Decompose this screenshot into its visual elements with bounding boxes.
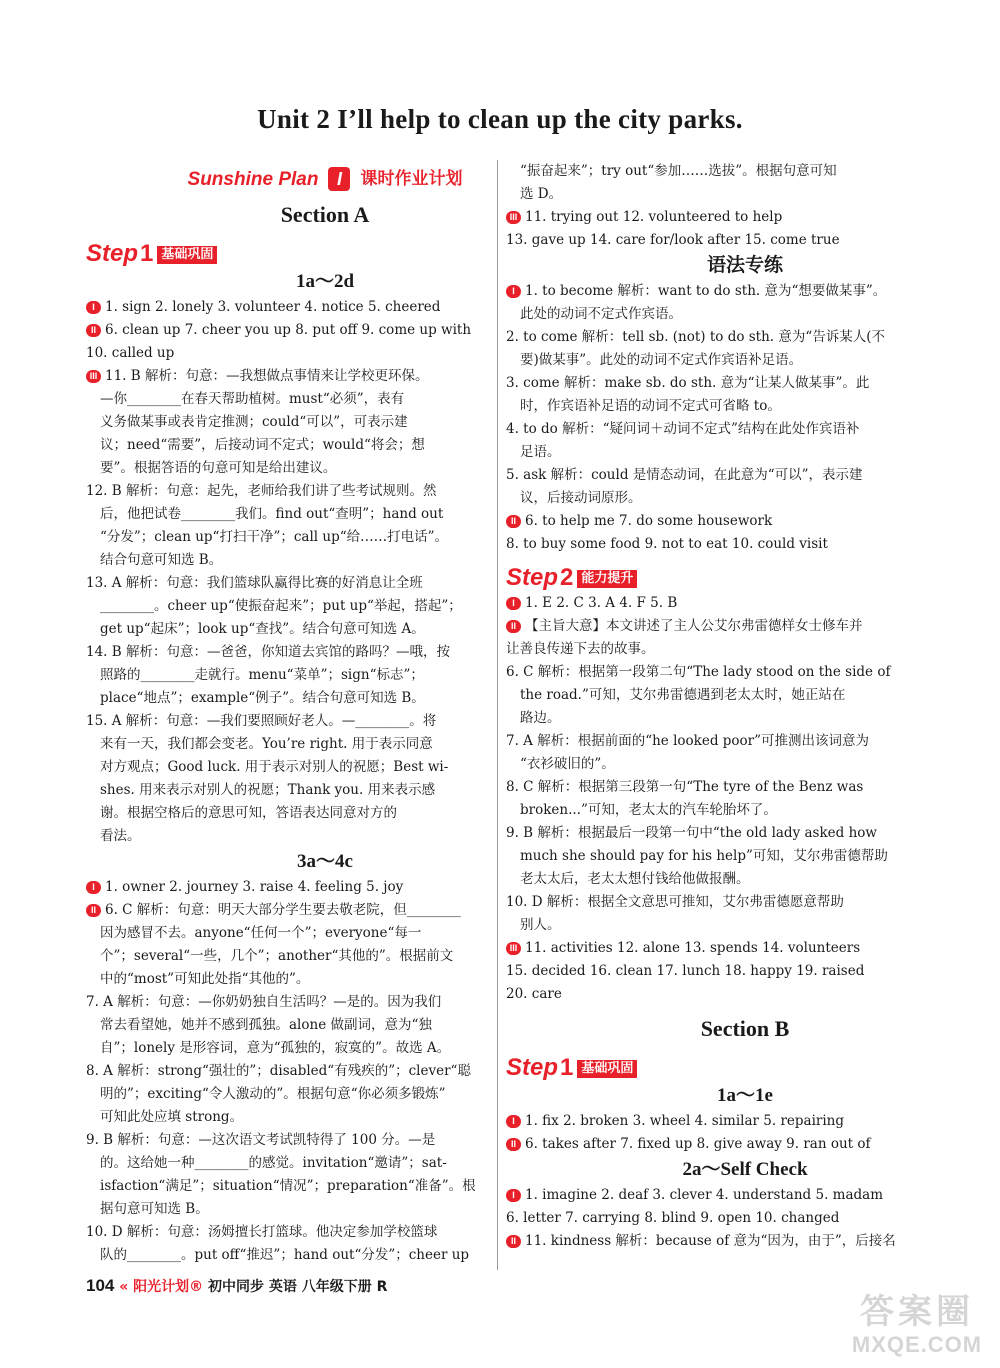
watermark-chinese: 答案圈: [860, 1292, 974, 1332]
step-number: 2: [560, 564, 574, 591]
answer-line: [86, 457, 564, 480]
answer-line: [506, 418, 984, 441]
answer-text: 对方观点；Good luck. 用于表示对别人的祝愿；Best wi-: [100, 759, 449, 775]
level-marker-icon: II: [506, 1138, 521, 1151]
answer-text: 11. B 解析：句意：—我想做点事情来让学校更环保。: [105, 368, 429, 384]
answer-text: 1. to become 解析：want to do sth. 意为“想要做某事”。: [525, 283, 887, 299]
answer-text: 据句意可知选 B。: [100, 1201, 209, 1217]
answer-line: [506, 799, 984, 822]
answer-line: [86, 710, 564, 733]
answer-text: “振奋起来”；try out“参加……选拔”。根据句意可知: [520, 163, 837, 179]
page-footer: [86, 1276, 387, 1296]
step-2-badge: [506, 556, 984, 592]
answer-line: [86, 1221, 564, 1244]
level-marker-icon: III: [506, 211, 521, 224]
answer-text: 11. kindness 解析：because of 意为“因为，由于”，后接名: [525, 1233, 896, 1249]
sunshine-plan-banner: [86, 160, 564, 198]
answer-text: 照路的________走就行。menu“菜单”；sign“标志”；: [100, 667, 424, 683]
plan-chinese: 课时作业计划: [360, 168, 463, 189]
answer-text: 别人。: [520, 917, 561, 933]
answer-line: [506, 303, 984, 326]
answer-text: 11. activities 12. alone 13. spends 14. volunteers: [525, 940, 861, 956]
level-marker-icon: II: [506, 515, 521, 528]
answer-line: [506, 730, 984, 753]
answer-block: [506, 1110, 984, 1156]
answer-line: [506, 822, 984, 845]
answer-line: [86, 342, 564, 365]
answer-text: 10. D 解析：句意：汤姆擅长打篮球。他决定参加学校篮球: [86, 1224, 438, 1240]
answer-text: 9. B 解析：句意：—这次语文考试凯特得了 100 分。—是: [86, 1132, 436, 1148]
answer-line: [86, 733, 564, 756]
answer-text: 20. care: [506, 986, 562, 1002]
answer-line: [506, 753, 984, 776]
answer-text: 7. A 解析：句意：—你奶奶独自生活吗？—是的。因为我们: [86, 994, 442, 1010]
answer-text: 3. come 解析：make sb. do sth. 意为“让某人做某事”。此: [506, 375, 870, 391]
answer-text: 结合句意可知选 B。: [100, 552, 223, 568]
answer-text: 来有一天，我们都会变老。You’re right. 用于表示同意: [100, 736, 433, 752]
answer-text: 可知此处应填 strong。: [100, 1109, 244, 1125]
subsection-2a-self-check: 2a～Self Check: [682, 1159, 808, 1180]
answer-text: 中的“most”可知此处指“其他的”。: [100, 971, 310, 987]
answer-line: [506, 592, 984, 615]
level-marker-icon: II: [506, 1235, 521, 1248]
step-1-badge: [86, 232, 564, 268]
answer-line: [86, 1106, 564, 1129]
level-marker-icon: II: [86, 904, 101, 917]
answer-text: 个”；several“一些，几个”；another“其他的”。根据前文: [100, 948, 454, 964]
step-word: Step: [506, 564, 559, 591]
answer-text: place“地点”；example“例子”。结合句意可知选 B。: [100, 690, 425, 706]
answer-text: 看法。: [100, 828, 141, 844]
step-1b-badge: [506, 1046, 984, 1082]
answer-line: [506, 326, 984, 349]
answer-text: get up“起床”；look up“查找”。结合句意可知选 A。: [100, 621, 425, 637]
answer-text: 要”。根据答语的句意可知是给出建议。: [100, 460, 337, 476]
answer-line: [86, 1014, 564, 1037]
answer-line: [506, 914, 984, 937]
answer-line: [86, 899, 564, 922]
step-label: 基础巩固: [157, 246, 217, 264]
level-marker-icon: I: [506, 1189, 521, 1202]
section-b-heading: Section B: [700, 1016, 790, 1041]
answer-line: [506, 1110, 984, 1133]
answer-block: [86, 876, 564, 1267]
answer-block: [506, 280, 984, 556]
watermark-url: MXQE.COM: [851, 1332, 983, 1357]
plan-english: Sunshine Plan: [187, 168, 319, 190]
answer-line: [86, 991, 564, 1014]
answer-line: [86, 825, 564, 848]
answer-line: [506, 661, 984, 684]
answer-text: —你________在春天帮助植树。must“必须”，表有: [100, 391, 405, 407]
step-number: 1: [140, 240, 154, 267]
answer-text: “分发”；clean up“打扫干净”；call up“给……打电话”。: [100, 529, 449, 545]
answer-text: 足语。: [520, 444, 561, 460]
answer-text: 【主旨大意】本文讲述了主人公艾尔弗雷德样女士修车并: [525, 618, 863, 634]
answer-text: 老太太后，老太太想付钱给他做报酬。: [520, 871, 750, 887]
answer-line: [506, 349, 984, 372]
answer-block: [506, 1184, 984, 1253]
subsection-3a-4c: 3a～4c: [297, 851, 353, 872]
answer-block: [506, 592, 984, 1006]
answer-text: 1. owner 2. journey 3. raise 4. feeling 5. joy: [105, 879, 404, 895]
answer-text: 此处的动词不定式作宾语。: [520, 306, 682, 322]
answer-line: [506, 206, 984, 229]
step-number: 1: [560, 1054, 574, 1081]
answer-text: 15. A 解析：句意：—我们要照顾好老人。—________。将: [86, 713, 437, 729]
answer-line: [506, 183, 984, 206]
level-marker-icon: I: [86, 881, 101, 894]
answer-text: 8. A 解析：strong“强壮的”；disabled“有残疾的”；clever“聪: [86, 1063, 471, 1079]
answer-line: [506, 684, 984, 707]
answer-line: [86, 945, 564, 968]
answer-line: [86, 296, 564, 319]
answer-text: 8. C 解析：根据第三段第一句“The tyre of the Benz was: [506, 779, 864, 795]
answer-text: 6. takes after 7. fixed up 8. give away 9. ran out of: [525, 1136, 871, 1152]
step-word: Step: [506, 1054, 559, 1081]
grammar-heading: 语法专练: [706, 255, 783, 276]
answer-text: 选 D。: [520, 186, 563, 202]
level-marker-icon: I: [506, 1115, 521, 1128]
subsection-1a-2d: 1a～2d: [295, 271, 355, 292]
answer-text: 6. to help me 7. do some housework: [525, 513, 773, 529]
answer-text: isfaction“满足”；situation“情况”；preparation“准备”。根: [100, 1178, 476, 1194]
answer-text: 议；need“需要”，后接动词不定式；would“将会；想: [100, 437, 425, 453]
answer-text: 14. B 解析：句意：—爸爸，你知道去宾馆的路吗？—哦，按: [86, 644, 450, 660]
answer-text: 的。这给她一种________的感觉。invitation“邀请”；sat-: [100, 1155, 447, 1171]
answer-text: much she should pay for his help”可知，艾尔弗雷德帮助: [520, 848, 888, 864]
answer-line: [86, 319, 564, 342]
answer-text: 7. A 解析：根据前面的“he looked poor”可推测出该词意为: [506, 733, 870, 749]
subsection-1a-1e: 1a～1e: [717, 1085, 773, 1106]
answer-line: [506, 533, 984, 556]
answer-line: [506, 441, 984, 464]
answer-line: [506, 464, 984, 487]
answer-line: [86, 968, 564, 991]
answer-text: 10. D 解析：根据全文意思可推知，艾尔弗雷德愿意帮助: [506, 894, 844, 910]
answer-line: [506, 983, 984, 1006]
answer-line: [506, 937, 984, 960]
answer-block: [86, 296, 564, 848]
answer-text: 2. to come 解析：tell sb. (not) to do sth. 意为“告诉某人(不: [506, 329, 886, 345]
answer-text: 12. B 解析：句意：起先，老师给我们讲了些考试规则。然: [86, 483, 437, 499]
answer-text: 后，他把试卷________我们。find out“查明”；hand out: [100, 506, 444, 522]
answer-line: [86, 779, 564, 802]
answer-line: [86, 641, 564, 664]
answer-line: [86, 1198, 564, 1221]
answer-text: 15. decided 16. clean 17. lunch 18. happy 19. raised: [506, 963, 865, 979]
answer-text: 义务做某事或表肯定推测；could“可以”，可表示建: [100, 414, 408, 430]
level-marker-icon: II: [86, 324, 101, 337]
answer-text: ________。cheer up“使振奋起来”；put up“举起，搭起”；: [100, 598, 462, 614]
answer-line: [86, 1083, 564, 1106]
answer-line: [506, 1207, 984, 1230]
answer-line: [86, 802, 564, 825]
answer-line: [86, 664, 564, 687]
answer-line: [506, 615, 984, 638]
level-marker-icon: III: [86, 370, 101, 383]
answer-text: 明的”；exciting“令人激动的”。根据句意“你必须多锻炼”: [100, 1086, 446, 1102]
page-number: 104: [86, 1276, 115, 1295]
answer-text: 6. C 解析：根据第一段第二句“The lady stood on the side of: [506, 664, 891, 680]
answer-line: [506, 1184, 984, 1207]
answer-line: [506, 1133, 984, 1156]
answer-text: 路边。: [520, 710, 561, 726]
watermark: [842, 1292, 992, 1364]
answer-text: 11. trying out 12. volunteered to help: [525, 209, 783, 225]
answer-text: 8. to buy some food 9. not to eat 10. could visit: [506, 536, 828, 552]
answer-text: 10. called up: [86, 345, 175, 361]
step-word: Step: [86, 240, 139, 267]
step-label: 能力提升: [577, 570, 637, 588]
answer-line: [506, 160, 984, 183]
answer-line: [86, 687, 564, 710]
answer-line: [86, 595, 564, 618]
answer-line: [86, 526, 564, 549]
answer-text: 因为感冒不去。anyone“任何一个”；everyone“每一: [100, 925, 422, 941]
answer-text: 6. clean up 7. cheer you up 8. put off 9. come up with: [105, 322, 472, 338]
answer-line: [506, 280, 984, 303]
answer-text: 5. ask 解析：could 是情态动词，在此意为“可以”，表示建: [506, 467, 863, 483]
answer-text: broken...”可知，老太太的汽车轮胎坏了。: [520, 802, 777, 818]
answer-line: [506, 960, 984, 983]
answer-line: [86, 388, 564, 411]
answer-line: [86, 1175, 564, 1198]
section-a-heading: Section A: [280, 202, 370, 227]
page-title: Unit 2 I’ll help to clean up the city parks.: [257, 104, 743, 134]
answer-text: 6. C 解析：句意：明天大部分学生要去敬老院，但________: [105, 902, 461, 918]
brand-arrows: «: [119, 1279, 129, 1295]
answer-line: [86, 572, 564, 595]
answer-text: 自”；lonely 是形容词，意为“孤独的，寂寞的”。故选 A。: [100, 1040, 451, 1056]
level-marker-icon: II: [506, 620, 521, 633]
answer-text: 9. B 解析：根据最后一段第一句中“the old lady asked how: [506, 825, 877, 841]
answer-line: [506, 1230, 984, 1253]
answer-text: 6. letter 7. carrying 8. blind 9. open 10. changed: [506, 1210, 840, 1226]
answer-line: [86, 434, 564, 457]
answer-text: 1. fix 2. broken 3. wheel 4. similar 5. repairing: [525, 1113, 845, 1129]
answer-line: [86, 1129, 564, 1152]
answer-text: the road.”可知，艾尔弗雷德遇到老太太时，她正站在: [520, 687, 846, 703]
answer-text: 13. gave up 14. care for/look after 15. come true: [506, 232, 840, 248]
level-marker-icon: I: [86, 301, 101, 314]
answer-text: shes. 用来表示对别人的祝愿；Thank you. 用来表示感: [100, 782, 436, 798]
answer-line: [86, 365, 564, 388]
brand-name: 阳光计划®: [133, 1279, 204, 1295]
answer-text: 时，作宾语补足语的动词不定式可省略 to。: [520, 398, 781, 414]
answer-line: [86, 756, 564, 779]
answer-line: [86, 1037, 564, 1060]
answer-text: 让善良传递下去的故事。: [506, 641, 655, 657]
answer-text: 队的________。put off“推迟”；hand out“分发”；cheer up: [100, 1247, 470, 1263]
answer-text: 常去看望她，她并不感到孤独。alone 做副词，意为“独: [100, 1017, 432, 1033]
answer-text: 议，后接动词原形。: [520, 490, 642, 506]
step-label: 基础巩固: [577, 1060, 637, 1078]
answer-text: 1. imagine 2. deaf 3. clever 4. understand 5. madam: [525, 1187, 884, 1203]
level-marker-icon: III: [506, 942, 521, 955]
book-info: 初中同步 英语 八年级下册 R: [208, 1279, 388, 1295]
answer-line: [506, 487, 984, 510]
plan-badge: I: [328, 167, 350, 191]
level-marker-icon: I: [506, 597, 521, 610]
answer-line: [86, 503, 564, 526]
answer-line: [506, 372, 984, 395]
answer-text: 1. sign 2. lonely 3. volunteer 4. notice 5. cheered: [105, 299, 441, 315]
answer-line: [86, 922, 564, 945]
answer-line: [86, 1152, 564, 1175]
answer-line: [86, 1060, 564, 1083]
answer-line: [86, 876, 564, 899]
answer-line: [86, 480, 564, 503]
answer-text: 要)做某事”。此处的动词不定式作宾语补足语。: [520, 352, 803, 368]
answer-line: [506, 891, 984, 914]
left-column: [86, 160, 564, 1267]
answer-line: [86, 1244, 564, 1267]
right-column: [506, 160, 984, 1253]
answer-line: [86, 549, 564, 572]
answer-line: [506, 510, 984, 533]
answer-text: 4. to do 解析：“疑问词＋动词不定式”结构在此处作宾语补: [506, 421, 860, 437]
answer-text: 1. E 2. C 3. A 4. F 5. B: [525, 595, 678, 611]
answer-text: “衣衫破旧的”。: [520, 756, 615, 772]
answer-line: [506, 868, 984, 891]
answer-line: [86, 411, 564, 434]
answer-line: [506, 638, 984, 661]
answer-line: [506, 776, 984, 799]
answer-line: [86, 618, 564, 641]
level-marker-icon: I: [506, 285, 521, 298]
answer-line: [506, 845, 984, 868]
answer-line: [506, 395, 984, 418]
answer-line: [506, 229, 984, 252]
answer-line: [506, 707, 984, 730]
answer-block: [506, 160, 984, 252]
answer-text: 13. A 解析：句意：我们篮球队赢得比赛的好消息让全班: [86, 575, 423, 591]
answer-text: 谢。根据空格后的意思可知，答语表达同意对方的: [100, 805, 397, 821]
